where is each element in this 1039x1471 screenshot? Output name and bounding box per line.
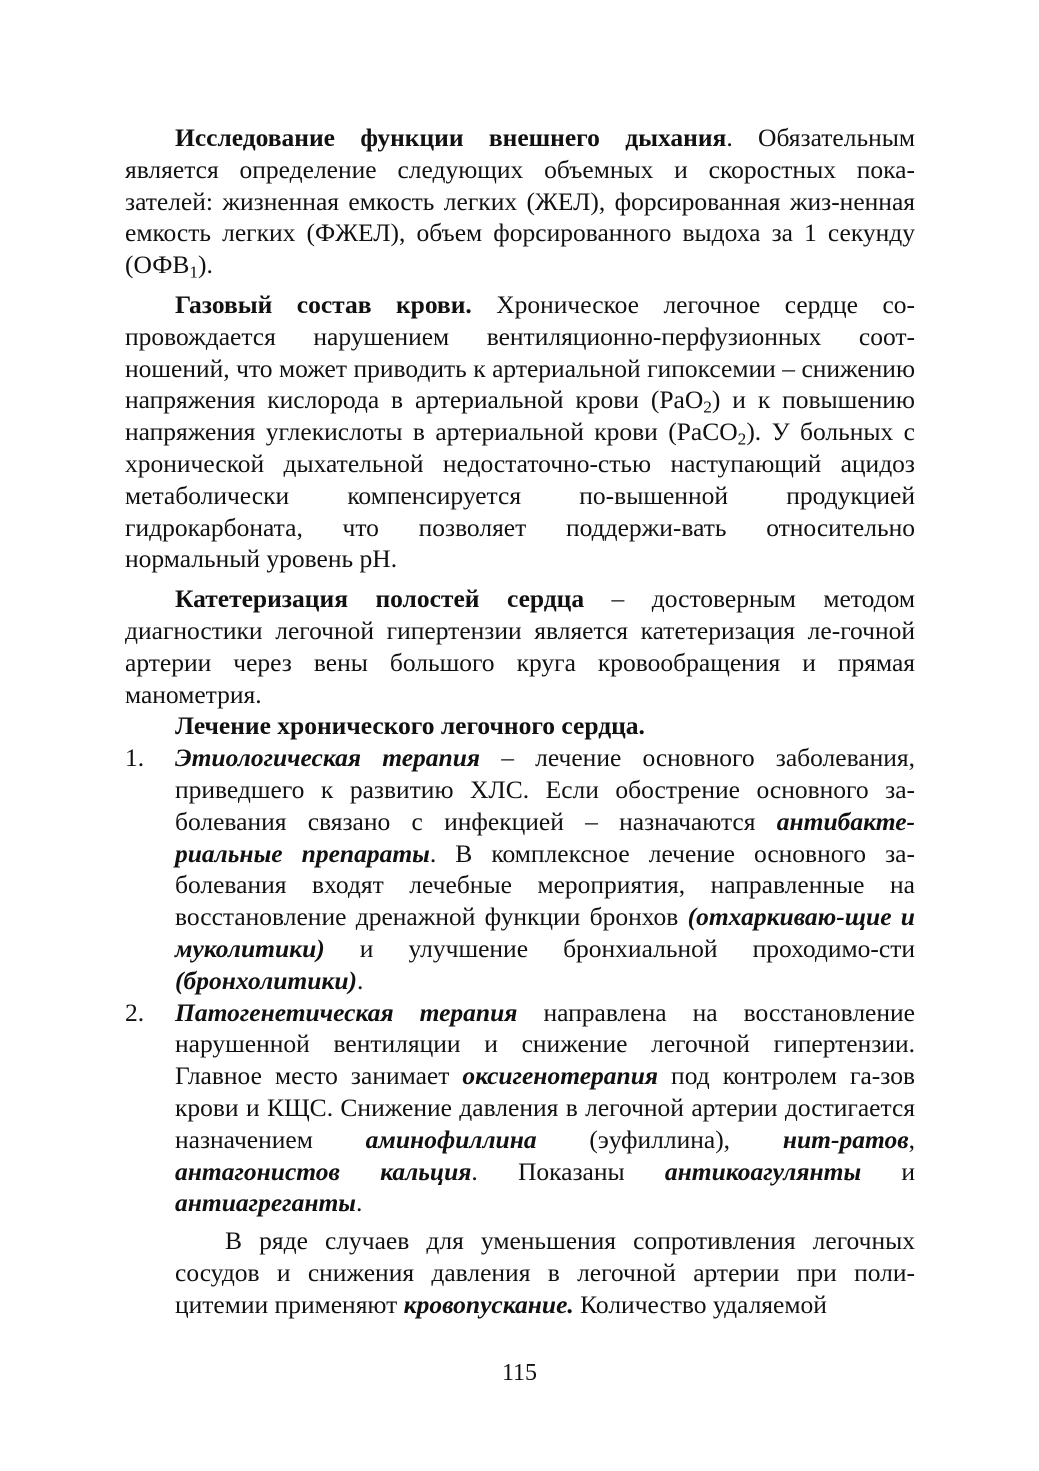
paragraph-text-end: ). bbox=[198, 250, 213, 280]
emphasis: антагонистов кальция bbox=[175, 1156, 472, 1186]
paragraph-title: Газовый состав крови. bbox=[175, 289, 472, 319]
paragraph-catheterization bbox=[125, 583, 915, 710]
paragraph-text: Хроническое легочное сердце со-провождается нарушением вентиляционно-перфузионных соот-ношений, что может приводить к артериальной гипоксемии – снижению напряжения кислорода в артериальной крови (PaO bbox=[125, 289, 915, 415]
paragraph-text: ) и к повышению напряжения углекислоты в артериальной крови (PaCO bbox=[125, 385, 915, 447]
treatment-list bbox=[125, 742, 915, 1219]
emphasis: оксигенотерапия bbox=[462, 1061, 659, 1091]
paragraph-text: . Обязательным является определение следующих объемных и скоростных пока-зателей: жизненная емкость легких (ЖЕЛ), форсированная жиз-ненная емкость легких (ФЖЕЛ), объем форсированного выдоха за 1 секунду (ОФВ bbox=[125, 123, 916, 280]
list-text: и bbox=[861, 1156, 915, 1186]
emphasis: (бронхолитики) bbox=[175, 965, 357, 995]
emphasis: антикоагулянты bbox=[664, 1156, 862, 1186]
page-content bbox=[125, 122, 915, 1320]
emphasis: (отхаркиваю-щие и муколитики) bbox=[175, 902, 915, 963]
list-number: 2. bbox=[125, 997, 145, 1027]
subscript: 1 bbox=[189, 262, 199, 282]
list-item bbox=[125, 742, 915, 996]
list-text: . В комплексное лечение основного за-болевания входят лечебные мероприятия, направленные на восстановление дренажной функции бронхов bbox=[175, 838, 915, 932]
list-text: . bbox=[356, 1188, 363, 1218]
list-item bbox=[125, 997, 915, 1220]
section-heading: Лечение хронического легочного сердца. bbox=[175, 711, 645, 741]
paragraph-text: ). У больных с хронической дыхательной недостаточно-стью наступающий ацидоз метаболически компенсируется по-вышенной продукцией гидрокарбоната, что позволяет поддержи-вать относительно нормальный уровень pH. bbox=[125, 417, 916, 574]
list-text: . Показаны bbox=[471, 1156, 665, 1186]
list-text: направлена на восстановление нарушенной вентиляции и снижение легочной гипертензии. Главное место занимает bbox=[175, 997, 915, 1091]
emphasis: кровопускание. bbox=[403, 1289, 574, 1319]
paragraph-title: Катетеризация полостей сердца bbox=[175, 584, 585, 614]
list-text: – лечение основного заболевания, приведшего к развитию ХЛС. Если обострение основного за-болевания связано с инфекцией – назначаются bbox=[175, 743, 915, 836]
paragraph-blood-gas bbox=[125, 289, 915, 575]
emphasis: Этиологическая терапия bbox=[175, 743, 481, 773]
list-text: . bbox=[357, 965, 364, 995]
list-text: под контролем га-зов крови и КЩС. Снижение давления в легочной артерии достигается назначением bbox=[175, 1061, 915, 1154]
subscript: 2 bbox=[703, 397, 712, 417]
emphasis: антибакте-риальные препараты bbox=[175, 806, 915, 868]
paragraph-bloodletting bbox=[175, 1225, 915, 1320]
paragraph-text: В ряде случаев для уменьшения сопротивления легочных сосудов и снижения давления в легочной артерии при поли-цитемии применяют bbox=[175, 1226, 915, 1319]
list-text: (эуфиллина), bbox=[536, 1124, 783, 1154]
paragraph-title: Исследование функции внешнего дыхания bbox=[175, 123, 727, 152]
list-text: , bbox=[908, 1124, 916, 1154]
list-number: 1. bbox=[125, 743, 145, 773]
emphasis: антиагреганты bbox=[175, 1188, 357, 1218]
emphasis: аминофиллина bbox=[365, 1124, 537, 1154]
page-number: 115 bbox=[501, 1360, 538, 1386]
subscript: 2 bbox=[737, 429, 747, 449]
paragraph-text: Количество удаляемой bbox=[573, 1289, 827, 1319]
paragraph-text: – достоверным методом диагностики легочной гипертензии является катетеризация ле-гочной артерии через вены большого круга кровообращения и прямая манометрия. bbox=[125, 584, 915, 709]
emphasis: нит-ратов bbox=[782, 1124, 909, 1154]
paragraph-respiratory-function bbox=[125, 122, 915, 281]
emphasis: Патогенетическая терапия bbox=[175, 997, 518, 1027]
list-text: и улучшение бронхиальной проходимо-сти bbox=[324, 933, 915, 963]
